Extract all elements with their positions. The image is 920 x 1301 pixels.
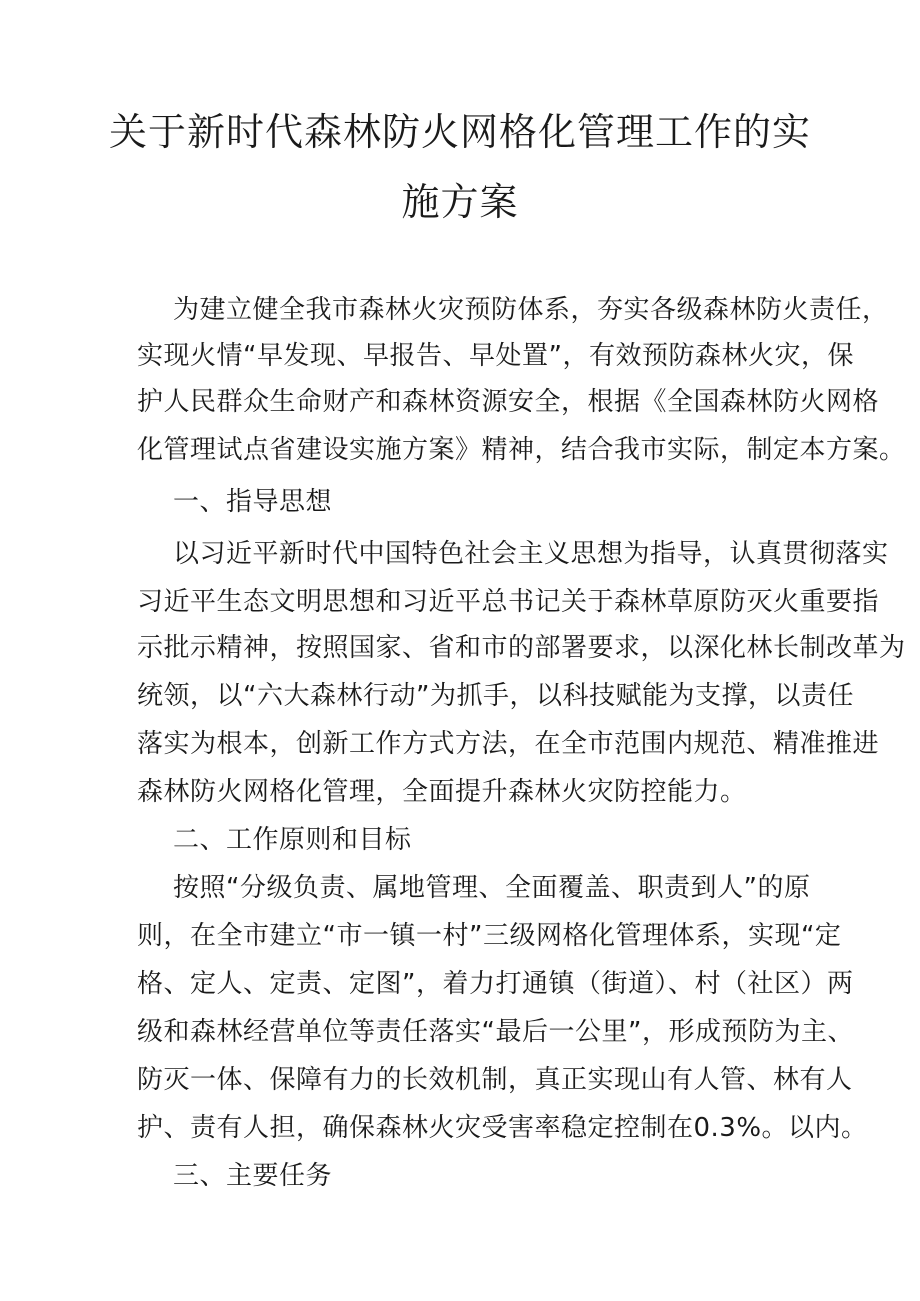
body-line: 统领，以“六大森林行动”为抓手，以科技赋能为支撑，以责任 — [137, 681, 854, 711]
section-heading: 二、工作原则和目标 — [173, 825, 412, 855]
body-line: 则，在全市建立“市一镇一村”三级网格化管理体系，实现“定 — [137, 921, 842, 951]
body-line: 护、责有人担，确保森林火灾受害率稳定控制在0.3%。以内。 — [137, 1113, 868, 1143]
doc-title-line-1: 关于新时代森林防火网格化管理工作的实 — [108, 110, 811, 154]
intro-line: 化管理试点省建设实施方案》精神，结合我市实际，制定本方案。 — [137, 435, 906, 465]
intro-line: 实现火情“早发现、早报告、早处置”，有效预防森林火灾，保 — [137, 341, 854, 371]
intro-line: 护人民群众生命财产和森林资源安全，根据《全国森林防火网格 — [137, 387, 880, 417]
body-line: 按照“分级负责、属地管理、全面覆盖、职责到人”的原 — [173, 873, 811, 903]
body-line: 落实为根本，创新工作方式方法，在全市范围内规范、精准推进 — [137, 729, 880, 759]
doc-title-line-2: 施方案 — [401, 180, 519, 224]
body-line: 森林防火网格化管理，全面提升森林火灾防控能力。 — [137, 777, 747, 807]
body-line: 以习近平新时代中国特色社会主义思想为指导，认真贯彻落实 — [173, 539, 889, 569]
section-heading: 一、指导思想 — [173, 487, 333, 517]
body-line: 格、定人、定责、定图”，着力打通镇（街道）、村（社区）两 — [137, 969, 854, 999]
section-heading: 三、主要任务 — [173, 1161, 333, 1191]
body-line: 习近平生态文明思想和习近平总书记关于森林草原防灭火重要指 — [137, 587, 880, 617]
body-line: 防灭一体、保障有力的长效机制，真正实现山有人管、林有人 — [137, 1065, 853, 1095]
body-line: 级和森林经营单位等责任落实“最后一公里”，形成预防为主、 — [137, 1017, 854, 1047]
body-line: 示批示精神，按照国家、省和市的部署要求，以深化林长制改革为 — [137, 633, 906, 663]
intro-line: 为建立健全我市森林火灾预防体系，夯实各级森林防火责任， — [173, 295, 889, 325]
